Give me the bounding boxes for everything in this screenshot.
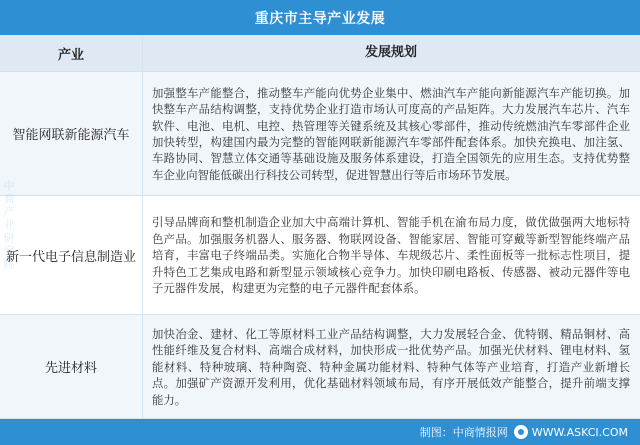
header-industry: 产业 [0, 35, 143, 71]
page-title: 重庆市主导产业发展 [0, 0, 640, 35]
askci-logo-icon [514, 425, 528, 439]
watermark: 中商产业研究院 [2, 180, 15, 271]
header-plan: 发展规划 [364, 45, 417, 61]
table-row [0, 196, 640, 315]
footer-site: WWW.ASKCI.COM [531, 425, 628, 439]
table-row [0, 72, 640, 196]
plan-cell [143, 315, 640, 418]
industry-cell: 先进材料 [0, 315, 143, 418]
plan-text: 加快冶金、建材、化工等原材料工业产品结构调整，大力发展轻合金、优特钢、精品铜材、高性能纤维及复合材料、高端合成材料，加快形成一批优势产品。加强光伏材料、锂电材料、氢能材料、特种玻璃、特种陶瓷、特种金属功能材料、特种气体等产业培育，打造产业新增长点。加强矿产资源开发利用，优化基础材料领域布局，有序开展低效产能整合，提升前端支撑能力。 [152, 326, 630, 407]
footer [0, 419, 640, 445]
table-row [0, 315, 640, 419]
plan-text: 引导品牌商和整机制造企业加大中高端计算机、智能手机在渝布局力度，做优做强两大地标特色产品。加强服务机器人、服务器、物联网设备、智能家居、智能可穿戴等新型智能终端产品培育，丰富电子终端品类。实施化合物半导体、车规级芯片、柔性面板等一批标志性项目，提升特色工艺集成电路和新型显示领域核心竞争力。加快印刷电路板、传感器、被动元器件等电子元器件发展，构建更为完整的电子元器件配套体系。 [152, 215, 630, 296]
industry-table [0, 35, 640, 419]
industry-cell: 智能网联新能源汽车 [0, 72, 143, 195]
plan-text: 加强整车产能整合，推动整车产能向优势企业集中、燃油汽车产能向新能源汽车产能切换。加快整车产品结构调整，支持优势企业打造市场认可度高的产品矩阵。大力发展汽车芯片、汽车软件、电池、电机、电控、热管理等关键系统及其核心零部件，推动传统燃油汽车零部件企业加快转型，构建国内最为完整的智能网联新能源汽车零部件配套体系。加快充换电、加注氢、车路协同、智慧立体交通等基础设施及服务体系建设，打造全国领先的应用生态。支持优势整车企业向智能低碳出行科技公司转型，促进智慧出行等后市场环节发展。 [152, 85, 630, 182]
industry-cell: 新一代电子信息制造业 [0, 196, 143, 314]
plan-cell [143, 196, 640, 314]
table-header-row [0, 35, 640, 72]
footer-credit: 制图：中商情报网 [419, 426, 508, 439]
plan-cell [143, 72, 640, 195]
